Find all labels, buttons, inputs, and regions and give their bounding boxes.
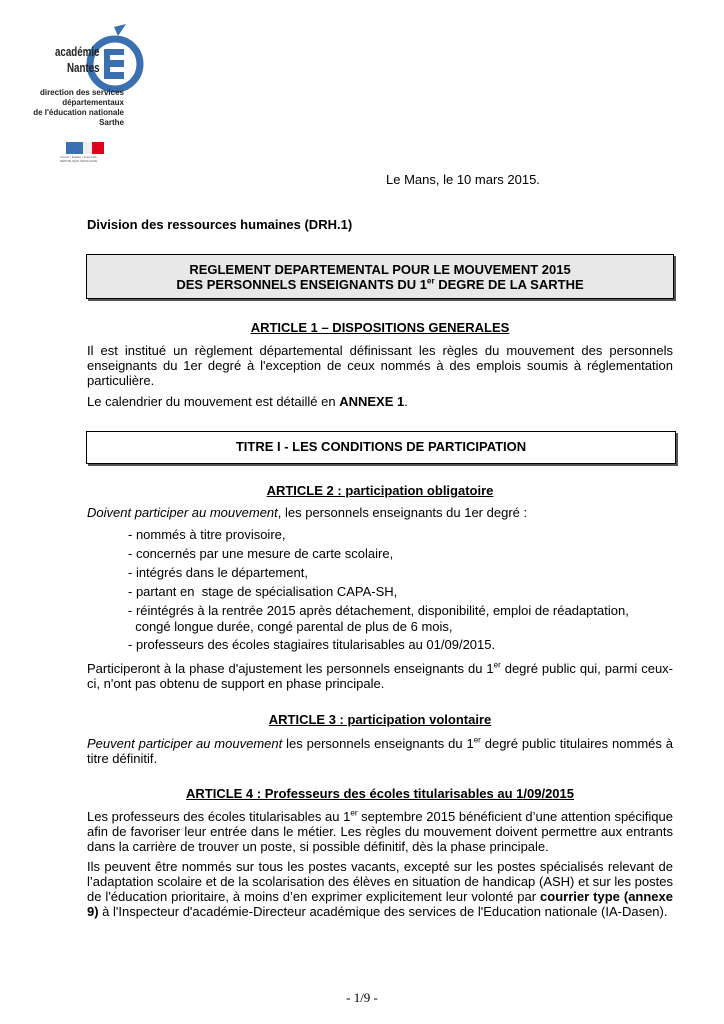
list-item: - partant en stage de spécialisation CAPA-SH, [128,584,398,599]
academie-nantes-logo [30,22,150,172]
logo-line: Sarthe [99,118,124,127]
list-item: - intégrés dans le département, [128,565,308,580]
article1-paragraph: Il est institué un règlement départemental définissant les règles du mouvement des personnels enseignants du 1er degré à l'exception de ceux nommés à des emplois soumis à réglementation particulière. [87,343,673,388]
page-number: - 1/9 - [346,990,378,1005]
logo-motto: Liberté • Égalité • Fraternité [60,155,97,159]
list-item: - concernés par une mesure de carte scolaire, [128,546,394,561]
list-item: - réintégrés à la rentrée 2015 après détachement, disponibilité, emploi de réadaptation, [128,603,629,618]
division-line: Division des ressources humaines (DRH.1) [87,217,353,232]
titre1-box: TITRE I - LES CONDITIONS DE PARTICIPATION [86,431,676,464]
article1-heading: ARTICLE 1 – DISPOSITIONS GENERALES [250,320,510,335]
logo-line: de l'éducation nationale [33,108,124,117]
title-line-1: REGLEMENT DEPARTEMENTAL POUR LE MOUVEMENT 2015 [189,262,571,277]
article2-heading: ARTICLE 2 : participation obligatoire [266,483,494,498]
date-line: Le Mans, le 10 mars 2015. [386,172,540,187]
list-item: - professeurs des écoles stagiaires titularisables au 01/09/2015. [128,637,496,652]
calendar-line: Le calendrier du mouvement est détaillé en ANNEXE 1. [87,394,408,409]
article3-heading: ARTICLE 3 : participation volontaire [268,712,492,727]
article4-paragraph-2: Ils peuvent être nommés sur tous les postes vacants, excepté sur les postes spécialisés relevant de l’adaptation scolaire et de la scolarisation des élèves en situation de handicap (ASH) et sur les postes de l'éducation prioritaire, à moins d’en exprimer explicitement leur volonté par courrier type (annexe 9) à l'Inspecteur d'académie-Directeur académique des services de l'Education nationale (IA-Dasen). [87,859,673,919]
title-line-2: DES PERSONNELS ENSEIGNANTS DU 1er DEGRE DE LA SARTHE [176,276,584,292]
article3-paragraph: Peuvent participer au mouvement les personnels enseignants du 1er degré public titulaires nommés à titre définitif. [87,735,674,766]
title-box [86,254,674,299]
logo-line: départementaux [62,98,124,107]
adjustment-paragraph: Participeront à la phase d'ajustement les personnels enseignants du 1er degré public qui, parmi ceux-ci, n'ont pas obtenu de support en phase principale. [87,660,673,691]
article4-paragraph-1: Les professeurs des écoles titularisables au 1er septembre 2015 bénéficient d’une attention spécifique afin de favoriser leur entrée dans le métier. Les règles du mouvement doivent permettre aux entrants dans la carrière de trouver un poste, si possible définitif, dès la phase principale. [87,808,673,854]
logo-nantes: Nantes [67,60,100,75]
list-item: congé longue durée, congé parental de plus de 6 mois, [128,619,453,634]
logo-academie: académie [55,44,100,59]
article2-intro: Doivent participer au mouvement, les personnels enseignants du 1er degré : [87,505,528,520]
list-item: - nommés à titre provisoire, [128,527,286,542]
article4-heading: ARTICLE 4 : Professeurs des écoles titularisables au 1/09/2015 [185,786,574,801]
logo-republic: RÉPUBLIQUE FRANÇAISE [60,159,98,163]
logo-line: direction des services [39,88,124,97]
